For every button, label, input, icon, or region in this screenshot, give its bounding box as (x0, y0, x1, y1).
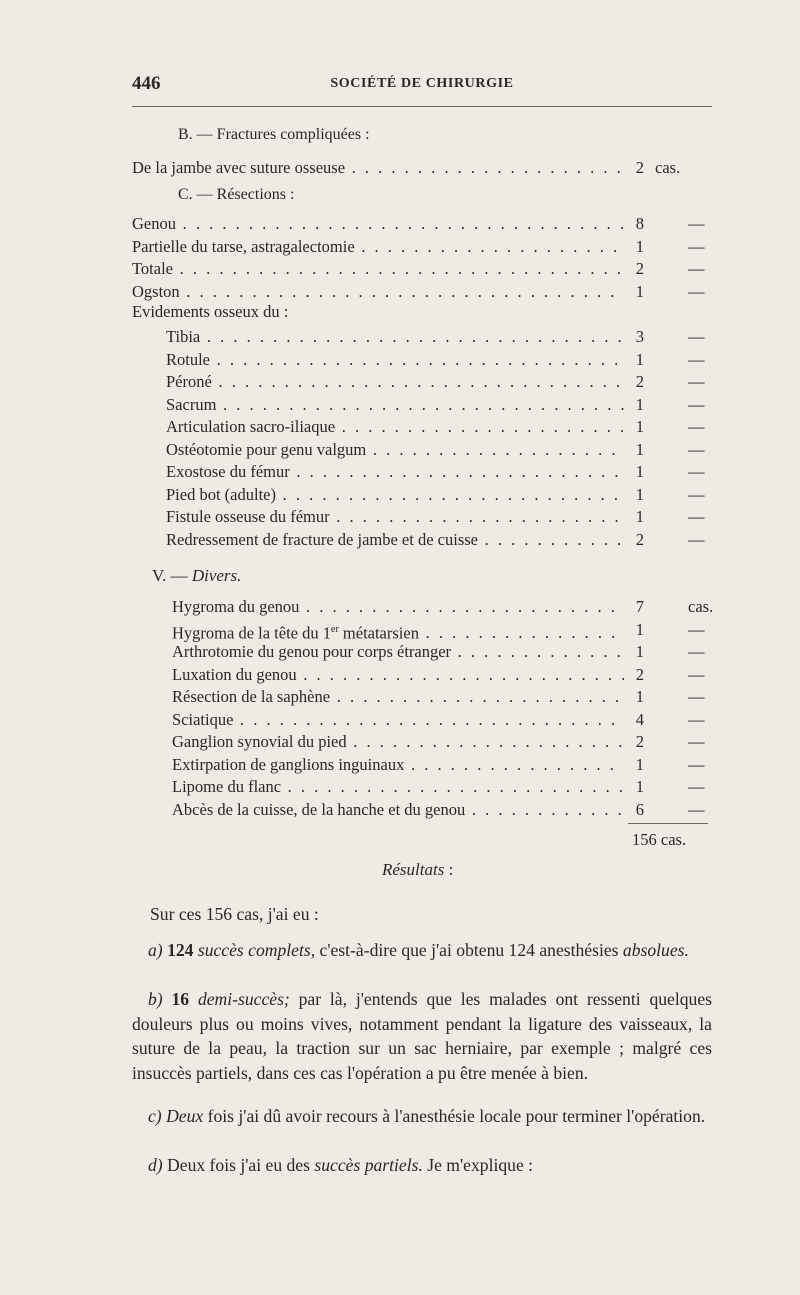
list-item (172, 776, 752, 798)
list-item (172, 686, 752, 708)
list-item (166, 349, 746, 371)
entry-unit: — (688, 507, 705, 526)
entry-unit: — (688, 777, 705, 796)
entry-count: 3 (635, 327, 644, 346)
entry-label: Pied bot (adulte) . . . (166, 484, 624, 506)
entry-count: 6 (635, 799, 644, 819)
entry-label: Ganglion synovial du pied . . . (172, 731, 624, 753)
entry-unit: — (688, 642, 705, 661)
result-b-text: par là, j'entends que les malades ont ressenti quelques douleurs plus ou moins vives, notamment pendant la ligature des vaisseaux, la suture de la peau, la traction sur un sac herniaire, par exemple ; malgré ces insuccès partiels, dans ces cas l'opération a pu être menée à bien. (132, 989, 712, 1083)
entry-unit: — (688, 417, 705, 436)
entry-count: 8 (635, 214, 644, 233)
entry-unit: — (688, 484, 705, 504)
entry-unit: — (688, 214, 705, 233)
entry-unit: — (688, 439, 705, 459)
entry-label: Tibia . . . (166, 326, 624, 348)
entry-count: 1 (635, 754, 644, 774)
entry-count: 1 (635, 777, 644, 796)
results-intro: Sur ces 156 cas, j'ai eu : (150, 904, 319, 924)
entry-unit: — (688, 394, 705, 414)
entry-unit: — (688, 709, 705, 729)
entry-label: Lipome du flanc . . . (172, 776, 624, 798)
entry-label: Résection de la saphène . . . (172, 686, 624, 708)
entry-count: 7 (635, 597, 644, 616)
entry-unit: — (688, 236, 705, 256)
entry-count: 1 (635, 236, 644, 256)
result-c-emph: Deux (166, 1106, 204, 1126)
result-c-text: fois j'ai dû avoir recours à l'anesthésie locale pour terminer l'opération. (203, 1106, 706, 1126)
entry-label: Luxation du genou . . . (172, 664, 624, 686)
entry-count: 2 (635, 372, 644, 391)
entry-unit: — (688, 664, 705, 684)
list-item (166, 506, 746, 528)
entry-label: Ostéotomie pour genu valgum . . . (166, 439, 624, 461)
result-a-marker: a) (148, 940, 163, 960)
list-item (132, 213, 712, 235)
entry-label: Rotule . . . (166, 349, 624, 371)
result-d (132, 1153, 712, 1178)
result-d-text: Deux fois j'ai eu des (162, 1155, 315, 1175)
entry-count: 1 (635, 439, 644, 459)
list-item (172, 754, 752, 776)
entry-label: Partielle du tarse, astragalectomie . . . (132, 236, 624, 258)
result-d-marker: d) (148, 1155, 163, 1175)
section-c-heading: C. — Résections : (178, 186, 295, 203)
entry-unit: — (688, 349, 705, 369)
entry-count: 2 (635, 529, 644, 549)
list-item (172, 799, 752, 821)
entry-label: Sacrum . . . (166, 394, 624, 416)
entry-label: Arthrotomie du genou pour corps étranger . . . (172, 641, 624, 663)
entry-unit: — (688, 327, 705, 346)
section-b-heading: B. — Fractures compliquées : (178, 126, 370, 143)
entry-label: Sciatique . . . (172, 709, 624, 731)
entry-label: Péroné . . . (166, 371, 624, 393)
entry-unit: — (688, 281, 705, 301)
entry-label: Articulation sacro-iliaque . . . (166, 416, 624, 438)
entry-count: 4 (635, 709, 644, 729)
entry-unit: — (688, 529, 705, 549)
result-b-marker: b) (148, 989, 163, 1009)
entry-count: 2 (635, 664, 644, 684)
entry-unit: — (688, 372, 705, 391)
entry-label: Extirpation de ganglions inguinaux . . . (172, 754, 624, 776)
entry-label: Redressement de fracture de jambe et de cuisse . . . (166, 529, 624, 551)
entry-unit: — (688, 259, 705, 278)
entry-unit: — (688, 732, 705, 751)
entry-unit: — (688, 754, 705, 774)
list-item (166, 371, 746, 393)
entry-count: 2 (635, 732, 644, 751)
result-a (132, 938, 712, 963)
entry-label: De la jambe avec suture osseuse . . . (132, 157, 624, 179)
result-c (132, 1104, 712, 1129)
section-v-number: V. — (152, 566, 188, 585)
entry-label: Genou . . . (132, 213, 624, 235)
entry-count: 1 (635, 349, 644, 369)
entry-count: 1 (635, 484, 644, 504)
result-a-number: 124 (167, 940, 194, 960)
entry-unit: cas. (688, 597, 714, 616)
header-rule (132, 106, 712, 107)
list-item (172, 664, 752, 686)
entry-count: 1 (635, 417, 644, 436)
list-item (172, 619, 752, 641)
entry-count: 1 (635, 281, 644, 301)
result-d-emph: succès partiels. (314, 1155, 423, 1175)
entry-count: 1 (635, 462, 644, 481)
entry-unit: cas. (655, 158, 681, 177)
entry-count: 1 (635, 642, 644, 661)
result-a-emph2: absolues. (622, 940, 689, 960)
entry-unit: — (688, 462, 705, 481)
list-item (166, 394, 746, 416)
list-item (166, 439, 746, 461)
entry-count: 1 (635, 687, 644, 706)
list-item (172, 731, 752, 753)
list-item (172, 596, 752, 618)
entry-unit: — (688, 619, 705, 639)
evidements-heading: Evidements osseux du : (132, 302, 289, 321)
entry-count: 1 (635, 507, 644, 526)
result-c-marker: c) (148, 1106, 162, 1126)
entry-label: Fistule osseuse du fémur . . . (166, 506, 624, 528)
entry-count: 2 (635, 158, 644, 177)
entry-label: Ogston . . . (132, 281, 624, 303)
section-v-heading (152, 566, 241, 586)
result-b-number: 16 (171, 989, 190, 1009)
entry-unit: — (688, 687, 705, 706)
entry-unit: — (688, 799, 705, 819)
entry-label: Hygroma de la tête du 1er métatarsien . . . (172, 619, 624, 645)
entry-label: Hygroma du genou . . . (172, 596, 624, 618)
total-count: 156 cas. (632, 830, 687, 849)
list-item (172, 709, 752, 731)
entry-label: Totale . . . (132, 258, 624, 280)
list-item (166, 529, 746, 551)
results-heading: Résultats : (382, 860, 453, 880)
result-a-emph: succès complets, (197, 940, 316, 960)
result-a-text: c'est-à-dire que j'ai obtenu 124 anesthésies (315, 940, 623, 960)
result-b (132, 987, 712, 1085)
list-item (166, 484, 746, 506)
section-v-title: Divers. (191, 566, 242, 585)
list-item (132, 258, 712, 280)
entry-count: 1 (635, 619, 644, 639)
list-item (132, 236, 712, 258)
entry-count: 2 (635, 259, 644, 278)
entry-count: 1 (635, 394, 644, 414)
list-item (166, 461, 746, 483)
list-item (172, 641, 752, 663)
entry-label: Abcès de la cuisse, de la hanche et du genou . . . (172, 799, 624, 821)
running-head (132, 73, 712, 99)
list-item (132, 281, 712, 303)
list-item (132, 157, 712, 179)
result-b-emph: demi-succès; (197, 989, 290, 1009)
journal-title: SOCIÉTÉ DE CHIRURGIE (330, 76, 514, 91)
total-rule (628, 823, 708, 824)
entry-label: Exostose du fémur . . . (166, 461, 624, 483)
result-d-text2: Je m'explique : (422, 1155, 534, 1175)
page-number: 446 (132, 73, 161, 94)
list-item (166, 326, 746, 348)
list-item (166, 416, 746, 438)
